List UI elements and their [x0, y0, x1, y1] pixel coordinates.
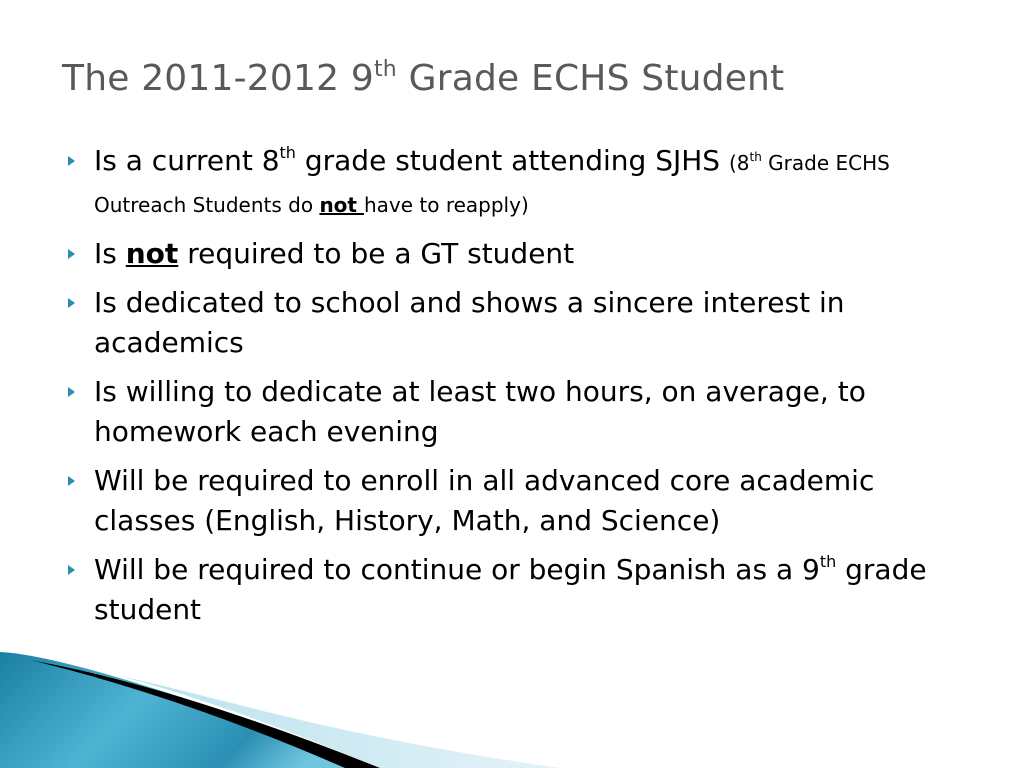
bullet-text: Will be required to enroll in all advanced core academic classes (English, History, Math, and Science) [94, 464, 875, 537]
bullet-text: grade student [94, 553, 927, 626]
bullet-emphasis: not [125, 237, 179, 270]
title-text-part1: The 2011-2012 9 [62, 58, 374, 99]
title-superscript: th [373, 57, 397, 82]
title-text-part2: Grade ECHS Student [396, 58, 785, 99]
note-text: have to reapply) [363, 193, 529, 217]
note-emphasis: not [319, 193, 364, 217]
bullet-text: Is dedicated to school and shows a sincere interest in academics [94, 286, 845, 359]
bullet-superscript: th [279, 143, 296, 162]
bullet-text: Is [94, 237, 126, 270]
bullet-text: Will be required to continue or begin Spanish as a 9 [94, 553, 820, 586]
bullet-text: Is a current 8 [94, 144, 280, 177]
bullet-text: grade student attending SJHS [295, 144, 729, 177]
bullet-text: required to be a GT student [178, 237, 575, 270]
bullet-text: Is willing to dedicate at least two hours, on average, to homework each evening [94, 375, 866, 448]
note-superscript: th [749, 150, 762, 164]
bullet-superscript: th [819, 552, 837, 571]
note-text: Grade ECHS Outreach Students do [94, 151, 890, 217]
note-text: (8 [728, 151, 750, 175]
